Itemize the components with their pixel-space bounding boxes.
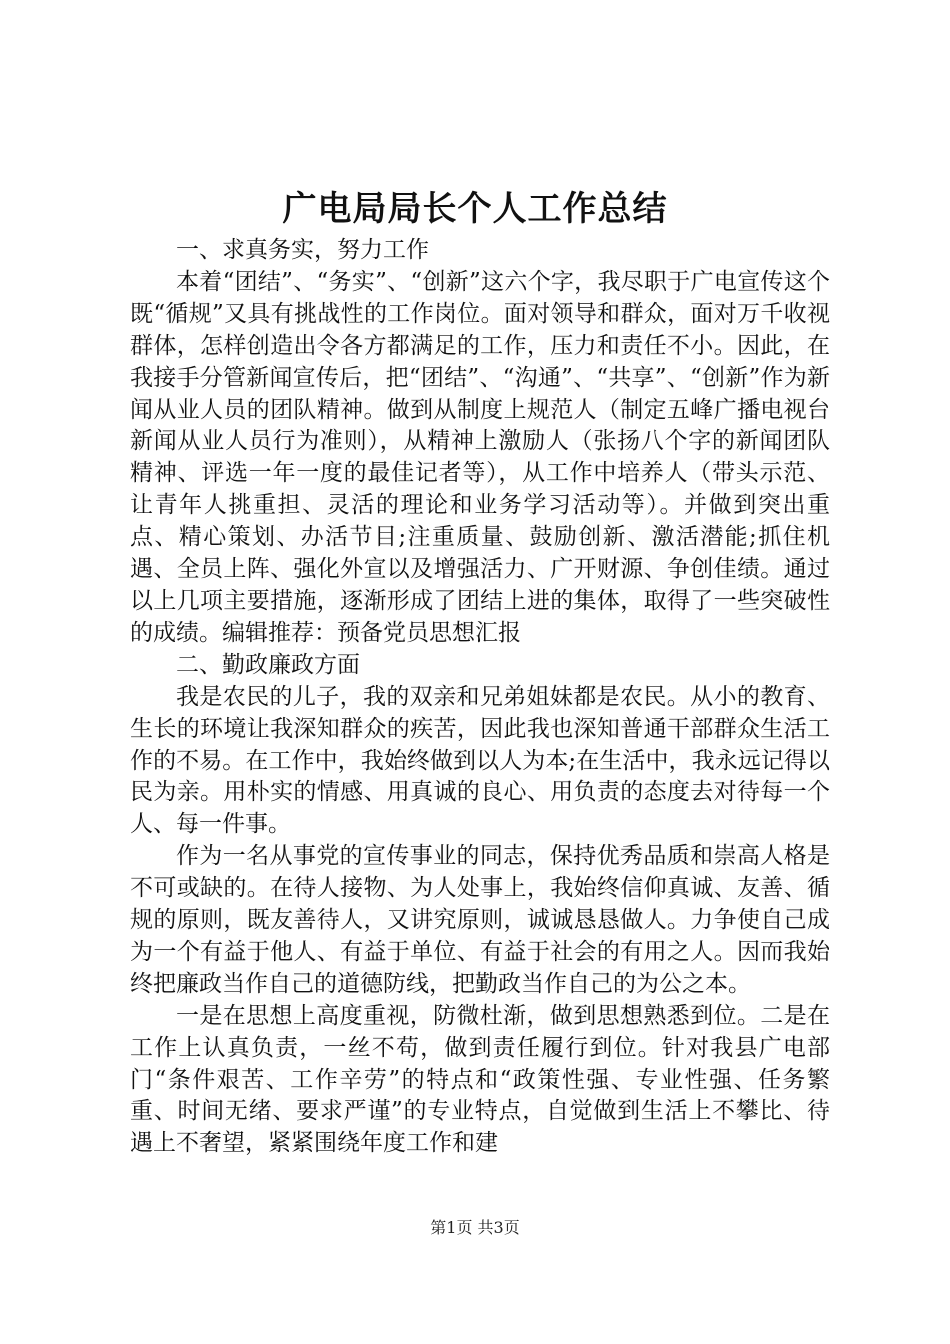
document-title: 广电局局长个人工作总结 [282, 189, 668, 229]
body-paragraph: 一是在思想上高度重视，防微杜渐，做到思想熟悉到位。二是在工作上认真负责，一丝不苟，做到责任履行到位。针对我县广电部门“条件艰苦、工作辛劳”的特点和“政策性强、专业性强、任务繁重、时间无绪、要求严谨”的专业特点，自觉做到生活上不攀比、待遇上不奢望，紧紧围绕年度工作和建 [130, 1002, 830, 1157]
body-paragraph: 我是农民的儿子，我的双亲和兄弟姐妹都是农民。从小的教育、生长的环境让我深知群众的疾苦，因此我也深知普通干部群众生活工作的不易。在工作中，我始终做到以人为本;在生活中，我永远记得以民为亲。用朴实的情感、用真诚的良心、用负责的态度去对待每一个人、每一件事。 [130, 683, 830, 838]
document-body [130, 235, 830, 1160]
page-number-footer: 第1页 共3页 [430, 1218, 520, 1237]
section-heading: 二、勤政廉政方面 [176, 651, 360, 678]
section-heading: 一、求真务实，努力工作 [176, 237, 429, 263]
body-paragraph: 作为一名从事党的宣传事业的同志，保持优秀品质和崇高人格是不可或缺的。在待人接物、为人处事上，我始终信仰真诚、友善、循规的原则，既友善待人，又讲究原则，诚诚恳恳做人。力争使自己成为一个有益于他人、有益于单位、有益于社会的有用之人。因而我始终把廉政当作自己的道德防线，把勤政当作自己的为公之本。 [130, 843, 830, 997]
body-paragraph: 本着“团结”、“务实”、“创新”这六个字，我尽职于广电宣传这个既“循规”又具有挑战性的工作岗位。面对领导和群众，面对万千收视群体，怎样创造出令各方都满足的工作，压力和责任不小。因此，在我接手分管新闻宣传后，把“团结”、“沟通”、“共享”、“创新”作为新闻从业人员的团队精神。做到从制度上规范人（制定五峰广播电视台新闻从业人员行为准则），从精神上激励人（张扬八个字的新闻团队精神、评选一年一度的最佳记者等），从工作中培养人（带头示范、让青年人挑重担、灵活的理论和业务学习活动等）。并做到突出重点、精心策划、办活节目;注重质量、鼓励创新、激活潜能;抓住机遇、全员上阵、强化外宣以及增强活力、广开财源、争创佳绩。通过以上几项主要措施，逐渐形成了团结上进的集体，取得了一些突破性的成绩。编辑推荐：预备党员思想汇报 [130, 268, 830, 646]
